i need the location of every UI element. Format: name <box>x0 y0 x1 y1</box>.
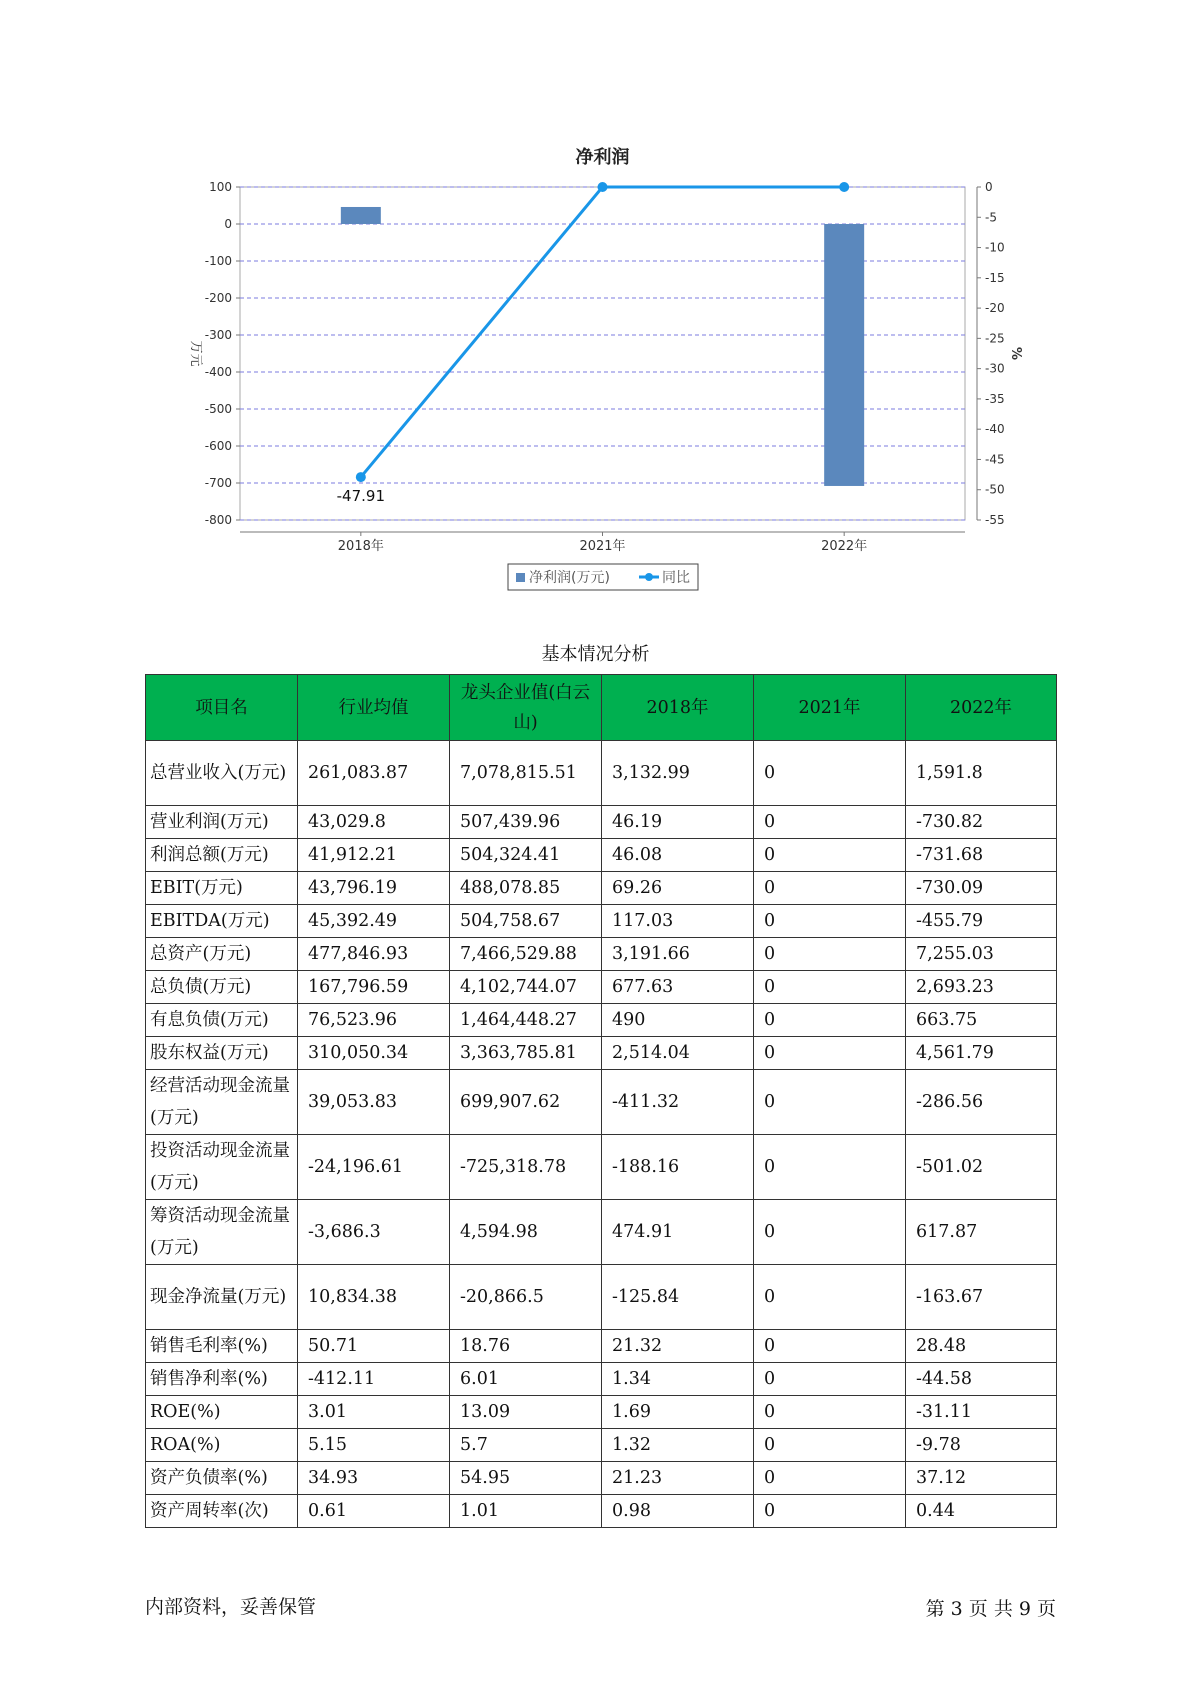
net-profit-chart <box>0 0 1191 600</box>
table-cell: 18.76 <box>450 1330 602 1363</box>
table-cell: 0 <box>754 1004 906 1037</box>
table-cell: 4,594.98 <box>450 1200 602 1265</box>
table-cell: 10,834.38 <box>298 1265 450 1330</box>
table-cell: -3,686.3 <box>298 1200 450 1265</box>
table-cell: 43,029.8 <box>298 806 450 839</box>
table-cell: 39,053.83 <box>298 1070 450 1135</box>
data-label: -47.91 <box>336 487 386 506</box>
table-row <box>146 1037 1057 1070</box>
table-cell: 4,561.79 <box>906 1037 1057 1070</box>
table-cell: 1,464,448.27 <box>450 1004 602 1037</box>
right-tick-label: -55 <box>985 513 1005 527</box>
left-tick-label: -300 <box>204 328 232 342</box>
table-row <box>146 1429 1057 1462</box>
header-cell: 行业均值 <box>298 675 450 741</box>
row-label: 有息负债(万元) <box>146 1004 298 1037</box>
table-cell: 0 <box>754 872 906 905</box>
right-tick-label: -25 <box>985 331 1005 346</box>
header-cell: 2022年 <box>906 675 1057 741</box>
table-cell: 0 <box>754 1363 906 1396</box>
row-label: 经营活动现金流量(万元) <box>146 1070 298 1135</box>
legend-line-marker <box>645 573 653 581</box>
right-tick-label: -50 <box>985 482 1005 497</box>
table-cell: -412.11 <box>298 1363 450 1396</box>
table-cell: 2,514.04 <box>602 1037 754 1070</box>
row-label: 营业利润(万元) <box>146 806 298 839</box>
left-tick-label: -400 <box>204 365 232 379</box>
right-tick-label: -45 <box>985 452 1005 467</box>
right-tick-label: -35 <box>985 391 1005 406</box>
table-cell: 54.95 <box>450 1462 602 1495</box>
table-cell: 504,758.67 <box>450 905 602 938</box>
row-label: 销售净利率(%) <box>146 1363 298 1396</box>
table-row <box>146 806 1057 839</box>
row-label: 资产周转率(次) <box>146 1495 298 1528</box>
table-cell: 37.12 <box>906 1462 1057 1495</box>
table-cell: 0 <box>754 1135 906 1200</box>
table-cell: -730.82 <box>906 806 1057 839</box>
table-cell: -31.11 <box>906 1396 1057 1429</box>
table-row <box>146 839 1057 872</box>
left-tick-label: -800 <box>204 513 232 527</box>
table-cell: 0 <box>754 905 906 938</box>
table-cell: 699,907.62 <box>450 1070 602 1135</box>
table-cell: -24,196.61 <box>298 1135 450 1200</box>
table-row <box>146 1330 1057 1363</box>
table-cell: -411.32 <box>602 1070 754 1135</box>
table-cell: 677.63 <box>602 971 754 1004</box>
row-label: 资产负债率(%) <box>146 1462 298 1495</box>
table-cell: 21.23 <box>602 1462 754 1495</box>
table-row <box>146 1265 1057 1330</box>
row-label: EBITDA(万元) <box>146 905 298 938</box>
table-cell: 46.19 <box>602 806 754 839</box>
header-cell: 2021年 <box>754 675 906 741</box>
right-tick-label: -15 <box>985 270 1005 285</box>
table-cell: 21.32 <box>602 1330 754 1363</box>
legend-bar-label: 净利润(万元) <box>529 570 610 586</box>
table-cell: -455.79 <box>906 905 1057 938</box>
right-tick-label: 0 <box>985 180 993 194</box>
table-cell: -188.16 <box>602 1135 754 1200</box>
right-tick-label: -10 <box>985 240 1005 255</box>
table-cell: 1.32 <box>602 1429 754 1462</box>
table-cell: 43,796.19 <box>298 872 450 905</box>
table-cell: -501.02 <box>906 1135 1057 1200</box>
row-label: EBIT(万元) <box>146 872 298 905</box>
table-cell: -731.68 <box>906 839 1057 872</box>
x-tick-label: 2021年 <box>579 539 626 554</box>
table-cell: 1.69 <box>602 1396 754 1429</box>
table-cell: -44.58 <box>906 1363 1057 1396</box>
bar-net-profit <box>824 224 864 486</box>
table-cell: 3,363,785.81 <box>450 1037 602 1070</box>
basic-analysis-table <box>145 674 1057 1528</box>
table-cell: 1,591.8 <box>906 741 1057 806</box>
row-label: 筹资活动现金流量(万元) <box>146 1200 298 1265</box>
table-cell: 477,846.93 <box>298 938 450 971</box>
table-row <box>146 938 1057 971</box>
row-label: ROE(%) <box>146 1396 298 1429</box>
right-tick-label: -40 <box>985 422 1005 437</box>
table-cell: 7,078,815.51 <box>450 741 602 806</box>
table-cell: 3,132.99 <box>602 741 754 806</box>
table-cell: 474.91 <box>602 1200 754 1265</box>
row-label: 总资产(万元) <box>146 938 298 971</box>
row-label: 利润总额(万元) <box>146 839 298 872</box>
table-cell: -125.84 <box>602 1265 754 1330</box>
row-label: 销售毛利率(%) <box>146 1330 298 1363</box>
table-row <box>146 905 1057 938</box>
table-cell: 50.71 <box>298 1330 450 1363</box>
right-tick-label: -5 <box>985 210 997 225</box>
table-cell: 663.75 <box>906 1004 1057 1037</box>
table-cell: 0 <box>754 741 906 806</box>
bar-net-profit <box>341 207 381 224</box>
table-cell: 0.98 <box>602 1495 754 1528</box>
footer-confidential: 内部资料，妥善保管 <box>145 1596 317 1618</box>
line-yoy-point <box>356 472 366 482</box>
table-cell: 0 <box>754 1330 906 1363</box>
table-cell: -725,318.78 <box>450 1135 602 1200</box>
right-axis-title: % <box>1008 346 1023 361</box>
table-cell: 167,796.59 <box>298 971 450 1004</box>
table-row <box>146 872 1057 905</box>
table-cell: 0 <box>754 971 906 1004</box>
table-caption: 基本情况分析 <box>541 644 650 665</box>
table-cell: 0 <box>754 1495 906 1528</box>
table-cell: 45,392.49 <box>298 905 450 938</box>
table-row <box>146 971 1057 1004</box>
table-cell: 261,083.87 <box>298 741 450 806</box>
table-cell: 46.08 <box>602 839 754 872</box>
table-cell: 0 <box>754 1265 906 1330</box>
table-cell: -286.56 <box>906 1070 1057 1135</box>
row-label: 总营业收入(万元) <box>146 741 298 806</box>
legend-line-label: 同比 <box>662 570 690 586</box>
table-cell: 69.26 <box>602 872 754 905</box>
left-tick-label: -200 <box>204 291 232 305</box>
chart-title: 净利润 <box>575 147 630 168</box>
table-cell: -163.67 <box>906 1265 1057 1330</box>
table-row <box>146 1495 1057 1528</box>
left-tick-label: 100 <box>209 180 232 194</box>
table-cell: -20,866.5 <box>450 1265 602 1330</box>
table-cell: 490 <box>602 1004 754 1037</box>
table-row <box>146 1135 1057 1200</box>
header-cell: 2018年 <box>602 675 754 741</box>
header-cell: 龙头企业值(白云山) <box>450 675 602 741</box>
table-cell: 0 <box>754 1462 906 1495</box>
table-cell: 28.48 <box>906 1330 1057 1363</box>
legend-bar-swatch <box>516 573 525 582</box>
row-label: 投资活动现金流量(万元) <box>146 1135 298 1200</box>
table-cell: 504,324.41 <box>450 839 602 872</box>
x-tick-label: 2022年 <box>821 539 868 554</box>
table-cell: 0 <box>754 1070 906 1135</box>
row-label: 总负债(万元) <box>146 971 298 1004</box>
table-cell: 6.01 <box>450 1363 602 1396</box>
row-label: ROA(%) <box>146 1429 298 1462</box>
table-cell: 3.01 <box>298 1396 450 1429</box>
table-cell: 0 <box>754 806 906 839</box>
table-cell: 1.34 <box>602 1363 754 1396</box>
right-tick-label: -20 <box>985 301 1005 316</box>
table-cell: 0.44 <box>906 1495 1057 1528</box>
table-cell: 0 <box>754 839 906 872</box>
table-row <box>146 1070 1057 1135</box>
left-tick-label: -700 <box>204 476 232 490</box>
table-cell: 3,191.66 <box>602 938 754 971</box>
table-cell: 7,466,529.88 <box>450 938 602 971</box>
header-cell: 项目名 <box>146 675 298 741</box>
table-cell: 0 <box>754 1429 906 1462</box>
row-label: 现金净流量(万元) <box>146 1265 298 1330</box>
table-cell: 488,078.85 <box>450 872 602 905</box>
table-row <box>146 1004 1057 1037</box>
table-row <box>146 741 1057 806</box>
table-row <box>146 1363 1057 1396</box>
table-cell: 2,693.23 <box>906 971 1057 1004</box>
table-cell: 41,912.21 <box>298 839 450 872</box>
table-header-row <box>146 675 1057 741</box>
left-tick-label: -600 <box>204 439 232 453</box>
table-cell: 7,255.03 <box>906 938 1057 971</box>
line-yoy-point <box>839 182 849 192</box>
table-cell: 617.87 <box>906 1200 1057 1265</box>
left-axis-title: 万元 <box>188 340 203 367</box>
table-cell: 5.7 <box>450 1429 602 1462</box>
table-cell: 4,102,744.07 <box>450 971 602 1004</box>
table-cell: 1.01 <box>450 1495 602 1528</box>
table-cell: 34.93 <box>298 1462 450 1495</box>
table-row <box>146 1396 1057 1429</box>
left-tick-label: -100 <box>204 254 232 268</box>
right-tick-label: -30 <box>985 361 1005 376</box>
table-cell: 507,439.96 <box>450 806 602 839</box>
table-cell: -9.78 <box>906 1429 1057 1462</box>
x-tick-label: 2018年 <box>337 539 384 554</box>
table-row <box>146 1462 1057 1495</box>
table-row <box>146 1200 1057 1265</box>
left-tick-label: -500 <box>204 402 232 416</box>
table-cell: 0.61 <box>298 1495 450 1528</box>
row-label: 股东权益(万元) <box>146 1037 298 1070</box>
footer-page-number: 第 3 页 共 9 页 <box>925 1598 1056 1620</box>
table-cell: 117.03 <box>602 905 754 938</box>
table-cell: 310,050.34 <box>298 1037 450 1070</box>
left-tick-label: 0 <box>224 217 232 231</box>
table-cell: 0 <box>754 1037 906 1070</box>
table-cell: 0 <box>754 938 906 971</box>
table-cell: 13.09 <box>450 1396 602 1429</box>
table-cell: 76,523.96 <box>298 1004 450 1037</box>
line-yoy-point <box>598 182 608 192</box>
table-cell: 0 <box>754 1200 906 1265</box>
table-cell: -730.09 <box>906 872 1057 905</box>
table-cell: 0 <box>754 1396 906 1429</box>
table-cell: 5.15 <box>298 1429 450 1462</box>
